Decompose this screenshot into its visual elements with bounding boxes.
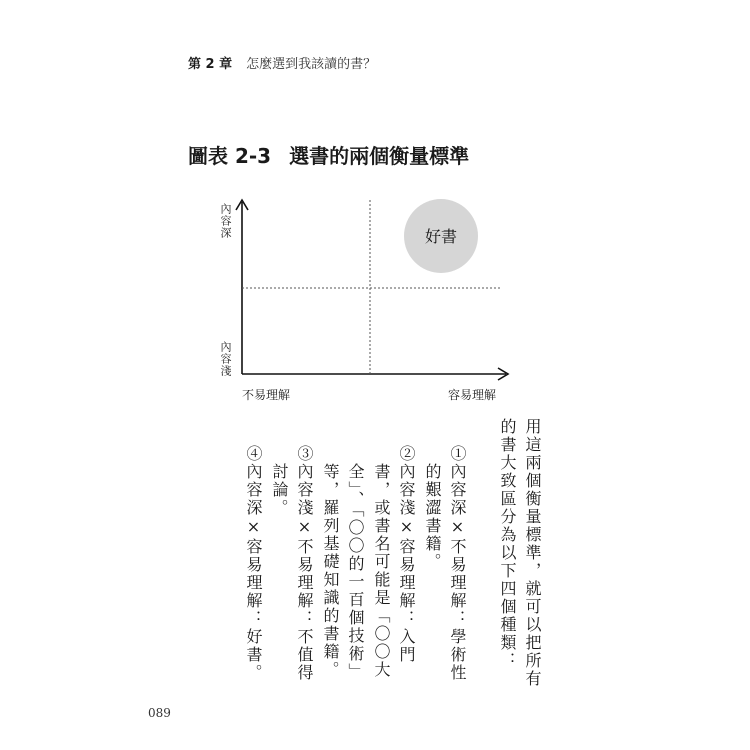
figure-caption: 選書的兩個衡量標準 bbox=[289, 144, 470, 168]
y-axis-top-label: 內容深 bbox=[219, 203, 232, 239]
list-item-4-line-1: ④內容深×容易理解：好書。 bbox=[244, 445, 263, 682]
list-item-3-line-1: ③內容淺×不易理解：不值得 bbox=[295, 445, 314, 682]
body-column-2: 的書大致區分為以下四個種類： bbox=[498, 418, 517, 670]
list-item-1-line-2: 的艱澀書籍。 bbox=[423, 445, 442, 571]
list-item-2-line-3: 全」、「〇〇的一百個技術」 bbox=[346, 445, 365, 681]
list-item-2-line-2: 書，或書名可能是「〇〇大 bbox=[372, 445, 391, 679]
list-item-3-line-2: 討論。 bbox=[270, 445, 289, 517]
list-item-1-line-1: ①內容深×不易理解：學術性 bbox=[448, 445, 467, 682]
x-axis-right-label: 容易理解 bbox=[448, 388, 497, 402]
chapter-number: 第 2 章 bbox=[188, 57, 233, 72]
figure-title bbox=[188, 140, 469, 169]
quadrant-diagram bbox=[210, 188, 520, 408]
body-column-1: 用這兩個衡量標準，就可以把所有 bbox=[523, 418, 542, 688]
chapter-title: 怎麼選到我該讀的書？ bbox=[246, 57, 377, 72]
quadrant-svg bbox=[210, 188, 520, 408]
y-axis-bottom-label: 內容淺 bbox=[219, 341, 232, 377]
x-axis-left-label: 不易理解 bbox=[242, 388, 291, 402]
running-header bbox=[188, 53, 376, 72]
list-item-2-line-1: ②內容淺×容易理解：入門 bbox=[397, 445, 416, 664]
good-book-label: 好書 bbox=[424, 227, 458, 246]
figure-label: 圖表 2-3 bbox=[188, 144, 272, 168]
list-item-2-line-4: 等，羅列基礎知識的書籍。 bbox=[321, 445, 340, 679]
page-number: 089 bbox=[148, 706, 171, 720]
